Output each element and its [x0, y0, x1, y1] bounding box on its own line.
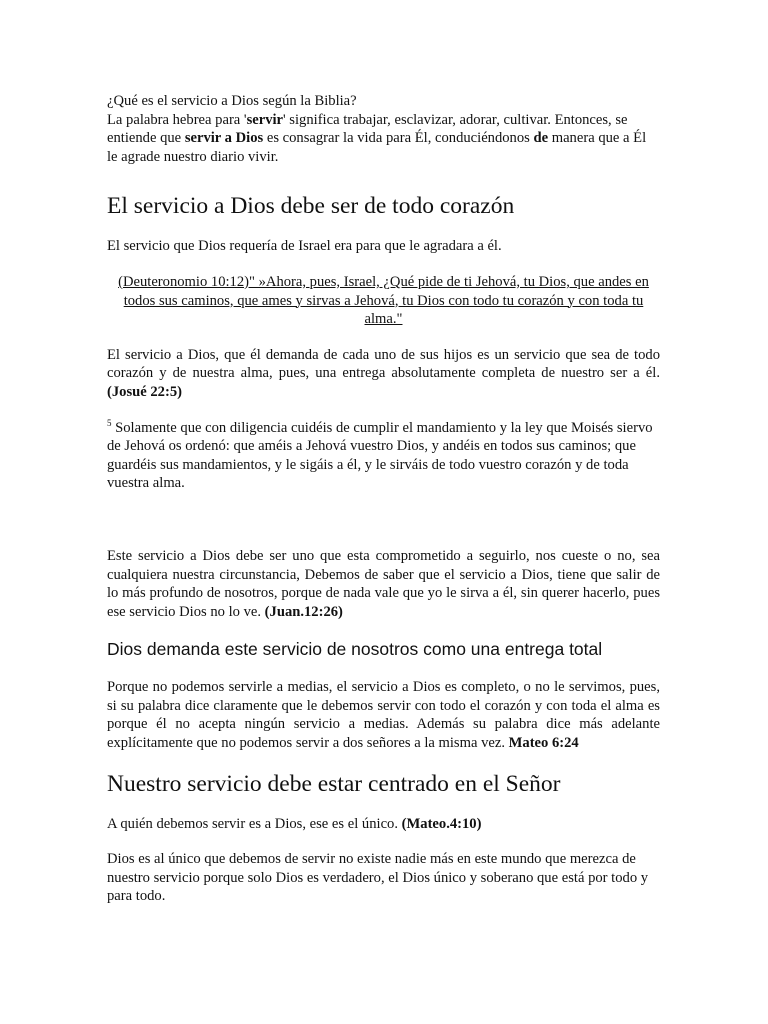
intro-text-3: es consagrar la vida para Él, conduciéndonos	[263, 130, 534, 147]
juan-reference: (Juan.12:26)	[264, 603, 343, 620]
section1-paragraph-1: El servicio que Dios requería de Israel era para que le agradara a él.	[107, 238, 502, 255]
section3-paragraph-1	[107, 815, 660, 834]
section3-paragraph-2: Dios es al único que debemos de servir no existe nadie más en este mundo que merezca de nuestro servicio porque solo Dios es verdadero, el Dios único y soberano que está por todo y para todo.	[107, 851, 649, 905]
mateo-4-10-reference: (Mateo.4:10)	[401, 815, 482, 832]
intro-bold-servir-a-dios: servir a Dios	[184, 130, 264, 147]
intro-text-2: ' significa trabajar, esclavizar, adorar, cultivar. Entonces, se entiende que	[107, 111, 628, 147]
intro-bold-servir: servir	[246, 111, 284, 128]
verse-text: Solamente que con diligencia cuidéis de cumplir el mandamiento y la ley que Moisés siervo de Jehová os ordenó: que améis a Jehová vuestro Dios, y andéis en todos sus caminos; que guardéis sus mandamientos, y le sigáis a él, y le sirváis de todo vuestro corazón y de toda vuestra alma.	[107, 419, 653, 492]
section1-paragraph-2	[107, 346, 660, 402]
intro-bold-de: de	[533, 130, 549, 147]
section3-paragraph-1-text: A quién debemos servir es a Dios, ese es el único.	[107, 815, 402, 832]
section2-heading: Dios demanda este servicio de nosotros como una entrega total	[107, 639, 603, 660]
intro-paragraph	[107, 111, 660, 167]
section1-paragraph-2-text: El servicio a Dios, que él demanda de cada uno de sus hijos es un servicio que sea de todo corazón y de nuestra alma, pues, una entrega absolutamente completa de nuestro ser a él.	[107, 346, 660, 382]
mateo-6-24-reference: Mateo 6:24	[508, 735, 579, 752]
verse-number: 5	[107, 417, 112, 428]
section2-paragraph-text: Porque no podemos servirle a medias, el servicio a Dios es completo, o no le servimos, pues, si su palabra dice claramente que le debemos servir con todo el corazón y con toda el alma es porque él no acepta ningún servicio a medias. Además su palabra dice más adelante explícitamente que no podemos servir a dos señores a la misma vez.	[107, 679, 660, 752]
section3-heading: Nuestro servicio debe estar centrado en el Señor	[107, 770, 561, 797]
verse-paragraph	[107, 419, 660, 493]
intro-text-1: La palabra hebrea para '	[107, 111, 247, 128]
document-body	[107, 92, 660, 906]
deuteronomio-quote: (Deuteronomio 10:12)" »Ahora, pues, Israel, ¿Qué pide de ti Jehová, tu Dios, que andes en todos sus caminos, que ames y sirvas a Jehová, tu Dios con todo tu corazón y con toda tu alma."	[118, 273, 649, 328]
section1-paragraph-3	[107, 547, 660, 621]
intro-text-4: manera que a Él le agrade nuestro diario vivir.	[107, 130, 647, 165]
section1-heading: El servicio a Dios debe ser de todo corazón	[107, 193, 515, 220]
intro-question: ¿Qué es el servicio a Dios según la Biblia?	[107, 93, 357, 109]
section1-paragraph-3-text: Este servicio a Dios debe ser uno que esta comprometido a seguirlo, nos cueste o no, sea cualquiera nuestra circunstancia, Debemos de saber que el servicio a Dios, tiene que salir de lo más profundo de nosotros, porque de nada vale que yo le sirva a él, sin querer hacerlo, pues ese servicio Dios no lo ve.	[107, 547, 660, 620]
josue-reference: (Josué 22:5)	[107, 383, 182, 400]
section2-paragraph	[107, 678, 660, 752]
